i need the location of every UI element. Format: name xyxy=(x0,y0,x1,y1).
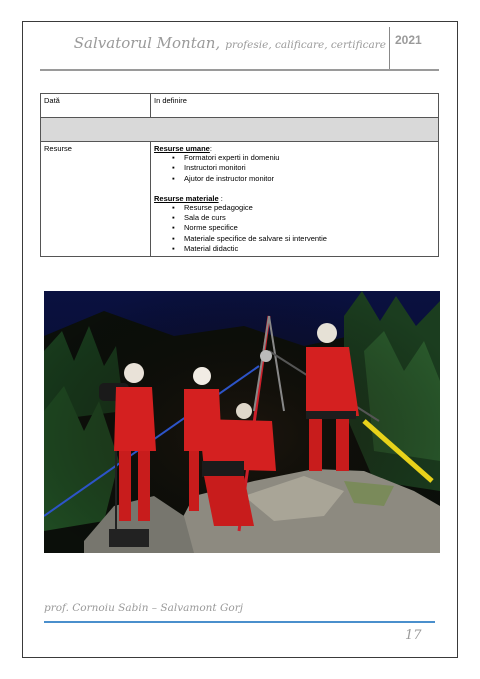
bullet-icon: ▪ xyxy=(172,223,175,233)
list-item xyxy=(172,234,435,244)
list-item-text: Resurse pedagogice xyxy=(184,202,253,212)
list-item-text: Instructori monitori xyxy=(184,163,246,173)
list-item xyxy=(172,213,435,223)
photo-illustration xyxy=(44,291,440,553)
header-title-main: Salvatorul Montan, xyxy=(73,34,221,52)
info-table xyxy=(40,93,439,257)
list-item xyxy=(172,203,435,213)
header-year: 2021 xyxy=(395,33,422,47)
list-item-text: Material didactic xyxy=(184,244,239,254)
list-item-text: Ajutor de instructor monitor xyxy=(184,173,275,183)
list-item xyxy=(172,163,435,173)
date-value: In definire xyxy=(151,94,439,118)
list-item-text: Materiale specifice de salvare si interventie xyxy=(184,233,327,243)
header-title-sub: profesie, calificare, certificare xyxy=(225,39,386,51)
footer-rule xyxy=(44,621,435,623)
page-number: 17 xyxy=(405,628,422,643)
resources-cell xyxy=(151,142,439,257)
footer-author: prof. Cornoiu Sabin – Salvamont Gorj xyxy=(44,602,243,614)
list-item xyxy=(172,223,435,233)
list-item-text: Norme specifice xyxy=(184,223,238,233)
material-resources-list xyxy=(154,203,435,254)
header-divider xyxy=(389,27,390,71)
human-resources-title: Resurse umane xyxy=(154,144,210,153)
header-rule xyxy=(40,69,439,71)
material-resources-heading xyxy=(154,194,435,203)
human-resources-colon: : xyxy=(209,144,212,153)
section-gap xyxy=(154,184,435,194)
bullet-icon: ▪ xyxy=(172,244,175,254)
list-item xyxy=(172,244,435,254)
date-label: Dată xyxy=(41,94,151,118)
header-title xyxy=(40,33,386,52)
table-row-shaded xyxy=(41,118,439,142)
table-row-resources xyxy=(41,142,439,257)
list-item xyxy=(172,153,435,163)
bullet-icon: ▪ xyxy=(172,163,175,173)
list-item xyxy=(172,174,435,184)
bullet-icon: ▪ xyxy=(172,153,175,162)
list-item-text: Sala de curs xyxy=(184,213,226,223)
human-resources-list xyxy=(154,153,435,184)
shaded-cell xyxy=(41,118,439,142)
pulley xyxy=(260,350,272,362)
rescue-training-photo xyxy=(44,291,440,553)
resources-label: Resurse xyxy=(41,142,151,257)
bullet-icon: ▪ xyxy=(172,202,175,212)
material-resources-colon: : xyxy=(218,193,223,203)
list-item-text: Formatori experti in domeniu xyxy=(184,153,280,162)
table-row-date xyxy=(41,94,439,118)
equipment-case xyxy=(109,529,149,547)
human-resources-heading xyxy=(154,144,435,153)
bullet-icon: ▪ xyxy=(172,233,175,243)
material-resources-title: Resurse materiale xyxy=(154,193,219,203)
bullet-icon: ▪ xyxy=(172,213,175,223)
bullet-icon: ▪ xyxy=(172,173,175,183)
